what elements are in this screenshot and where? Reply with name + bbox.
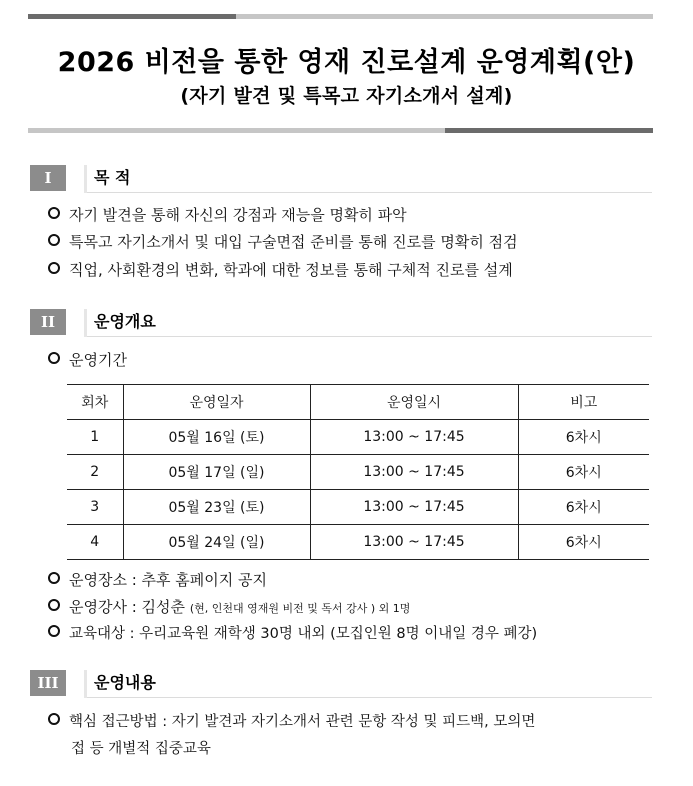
top-bar-dark bbox=[28, 14, 236, 19]
bottom-bar-dark bbox=[445, 128, 653, 133]
list-item: 자기 발견을 통해 자신의 강점과 재능을 명확히 파악 bbox=[48, 203, 407, 227]
section-3-header bbox=[30, 670, 652, 698]
list-item: 운영강사 : 김성춘 (현, 인천대 영재원 비전 및 독서 강사 ) 외 1명 bbox=[48, 595, 410, 621]
table-cell: 4 bbox=[90, 534, 100, 550]
table-row bbox=[67, 490, 649, 525]
table-header-row bbox=[67, 385, 649, 420]
table-cell: 13:00 ~ 17:45 bbox=[310, 490, 518, 525]
table-row bbox=[67, 420, 649, 455]
ring-bullet-icon bbox=[48, 625, 60, 637]
ring-bullet-icon bbox=[48, 262, 60, 274]
section-rule bbox=[87, 336, 652, 337]
table-row bbox=[67, 525, 649, 560]
ring-bullet-icon bbox=[48, 352, 60, 364]
table-cell: 6차시 bbox=[518, 420, 649, 455]
table-cell: 13:00 ~ 17:45 bbox=[310, 525, 518, 560]
ring-bullet-icon bbox=[48, 713, 60, 725]
list-item: 교육대상 : 우리교육원 재학생 30명 내외 (모집인원 8명 이내일 경우 폐강) bbox=[48, 622, 537, 646]
column-header: 회차 bbox=[81, 395, 109, 411]
list-item-continuation: 접 등 개별적 집중교육 bbox=[71, 741, 211, 757]
section-title: 운영내용 bbox=[94, 673, 156, 692]
section-rule bbox=[87, 192, 652, 193]
list-item: 핵심 접근방법 : 자기 발견과 자기소개서 관련 문항 작성 및 피드백, 모의면 bbox=[48, 710, 535, 734]
table-cell: 1 bbox=[90, 429, 100, 445]
list-item: 특목고 자기소개서 및 대입 구술면접 준비를 통해 진로를 명확히 점검 bbox=[48, 230, 518, 254]
column-header: 운영일시 bbox=[310, 385, 518, 420]
instructor-note: (현, 인천대 영재원 비전 및 독서 강사 ) 외 1명 bbox=[189, 602, 411, 615]
table-cell: 05월 16일 (토) bbox=[123, 420, 310, 455]
table-cell: 2 bbox=[90, 464, 100, 480]
list-item: 운영장소 : 추후 홈페이지 공지 bbox=[48, 568, 267, 592]
ring-bullet-icon bbox=[48, 572, 60, 584]
section-number: II bbox=[30, 309, 66, 335]
column-header: 비고 bbox=[518, 385, 649, 420]
section-number: I bbox=[30, 165, 66, 191]
ring-bullet-icon bbox=[48, 234, 60, 246]
section-1-header bbox=[30, 165, 652, 193]
list-item: 운영기간 bbox=[48, 348, 127, 372]
section-divider bbox=[84, 165, 87, 193]
ring-bullet-icon bbox=[48, 207, 60, 219]
schedule-table bbox=[67, 384, 649, 560]
table-cell: 05월 17일 (일) bbox=[123, 455, 310, 490]
table-cell: 6차시 bbox=[518, 490, 649, 525]
table-cell: 13:00 ~ 17:45 bbox=[310, 420, 518, 455]
table-cell: 05월 24일 (일) bbox=[123, 525, 310, 560]
section-2-header bbox=[30, 309, 652, 337]
section-title: 목 적 bbox=[94, 168, 131, 187]
section-divider bbox=[84, 670, 87, 698]
table-cell: 05월 23일 (토) bbox=[123, 490, 310, 525]
section-title: 운영개요 bbox=[94, 312, 156, 331]
table-cell: 3 bbox=[90, 499, 100, 515]
ring-bullet-icon bbox=[48, 599, 60, 611]
column-header: 운영일자 bbox=[123, 385, 310, 420]
table-row bbox=[67, 455, 649, 490]
list-item: 직업, 사회환경의 변화, 학과에 대한 정보를 통해 구체적 진로를 설계 bbox=[48, 258, 513, 282]
document-title: 2026 비전을 통한 영재 진로설계 운영계획(안) bbox=[57, 47, 636, 78]
document-subtitle: (자기 발견 및 특목고 자기소개서 설계) bbox=[180, 85, 513, 107]
table-cell: 13:00 ~ 17:45 bbox=[310, 455, 518, 490]
section-number: III bbox=[30, 670, 66, 696]
section-rule bbox=[87, 697, 652, 698]
section-divider bbox=[84, 309, 87, 337]
table-cell: 6차시 bbox=[518, 455, 649, 490]
table-cell: 6차시 bbox=[518, 525, 649, 560]
top-bar-light bbox=[236, 14, 653, 19]
bottom-bar-light bbox=[28, 128, 445, 133]
